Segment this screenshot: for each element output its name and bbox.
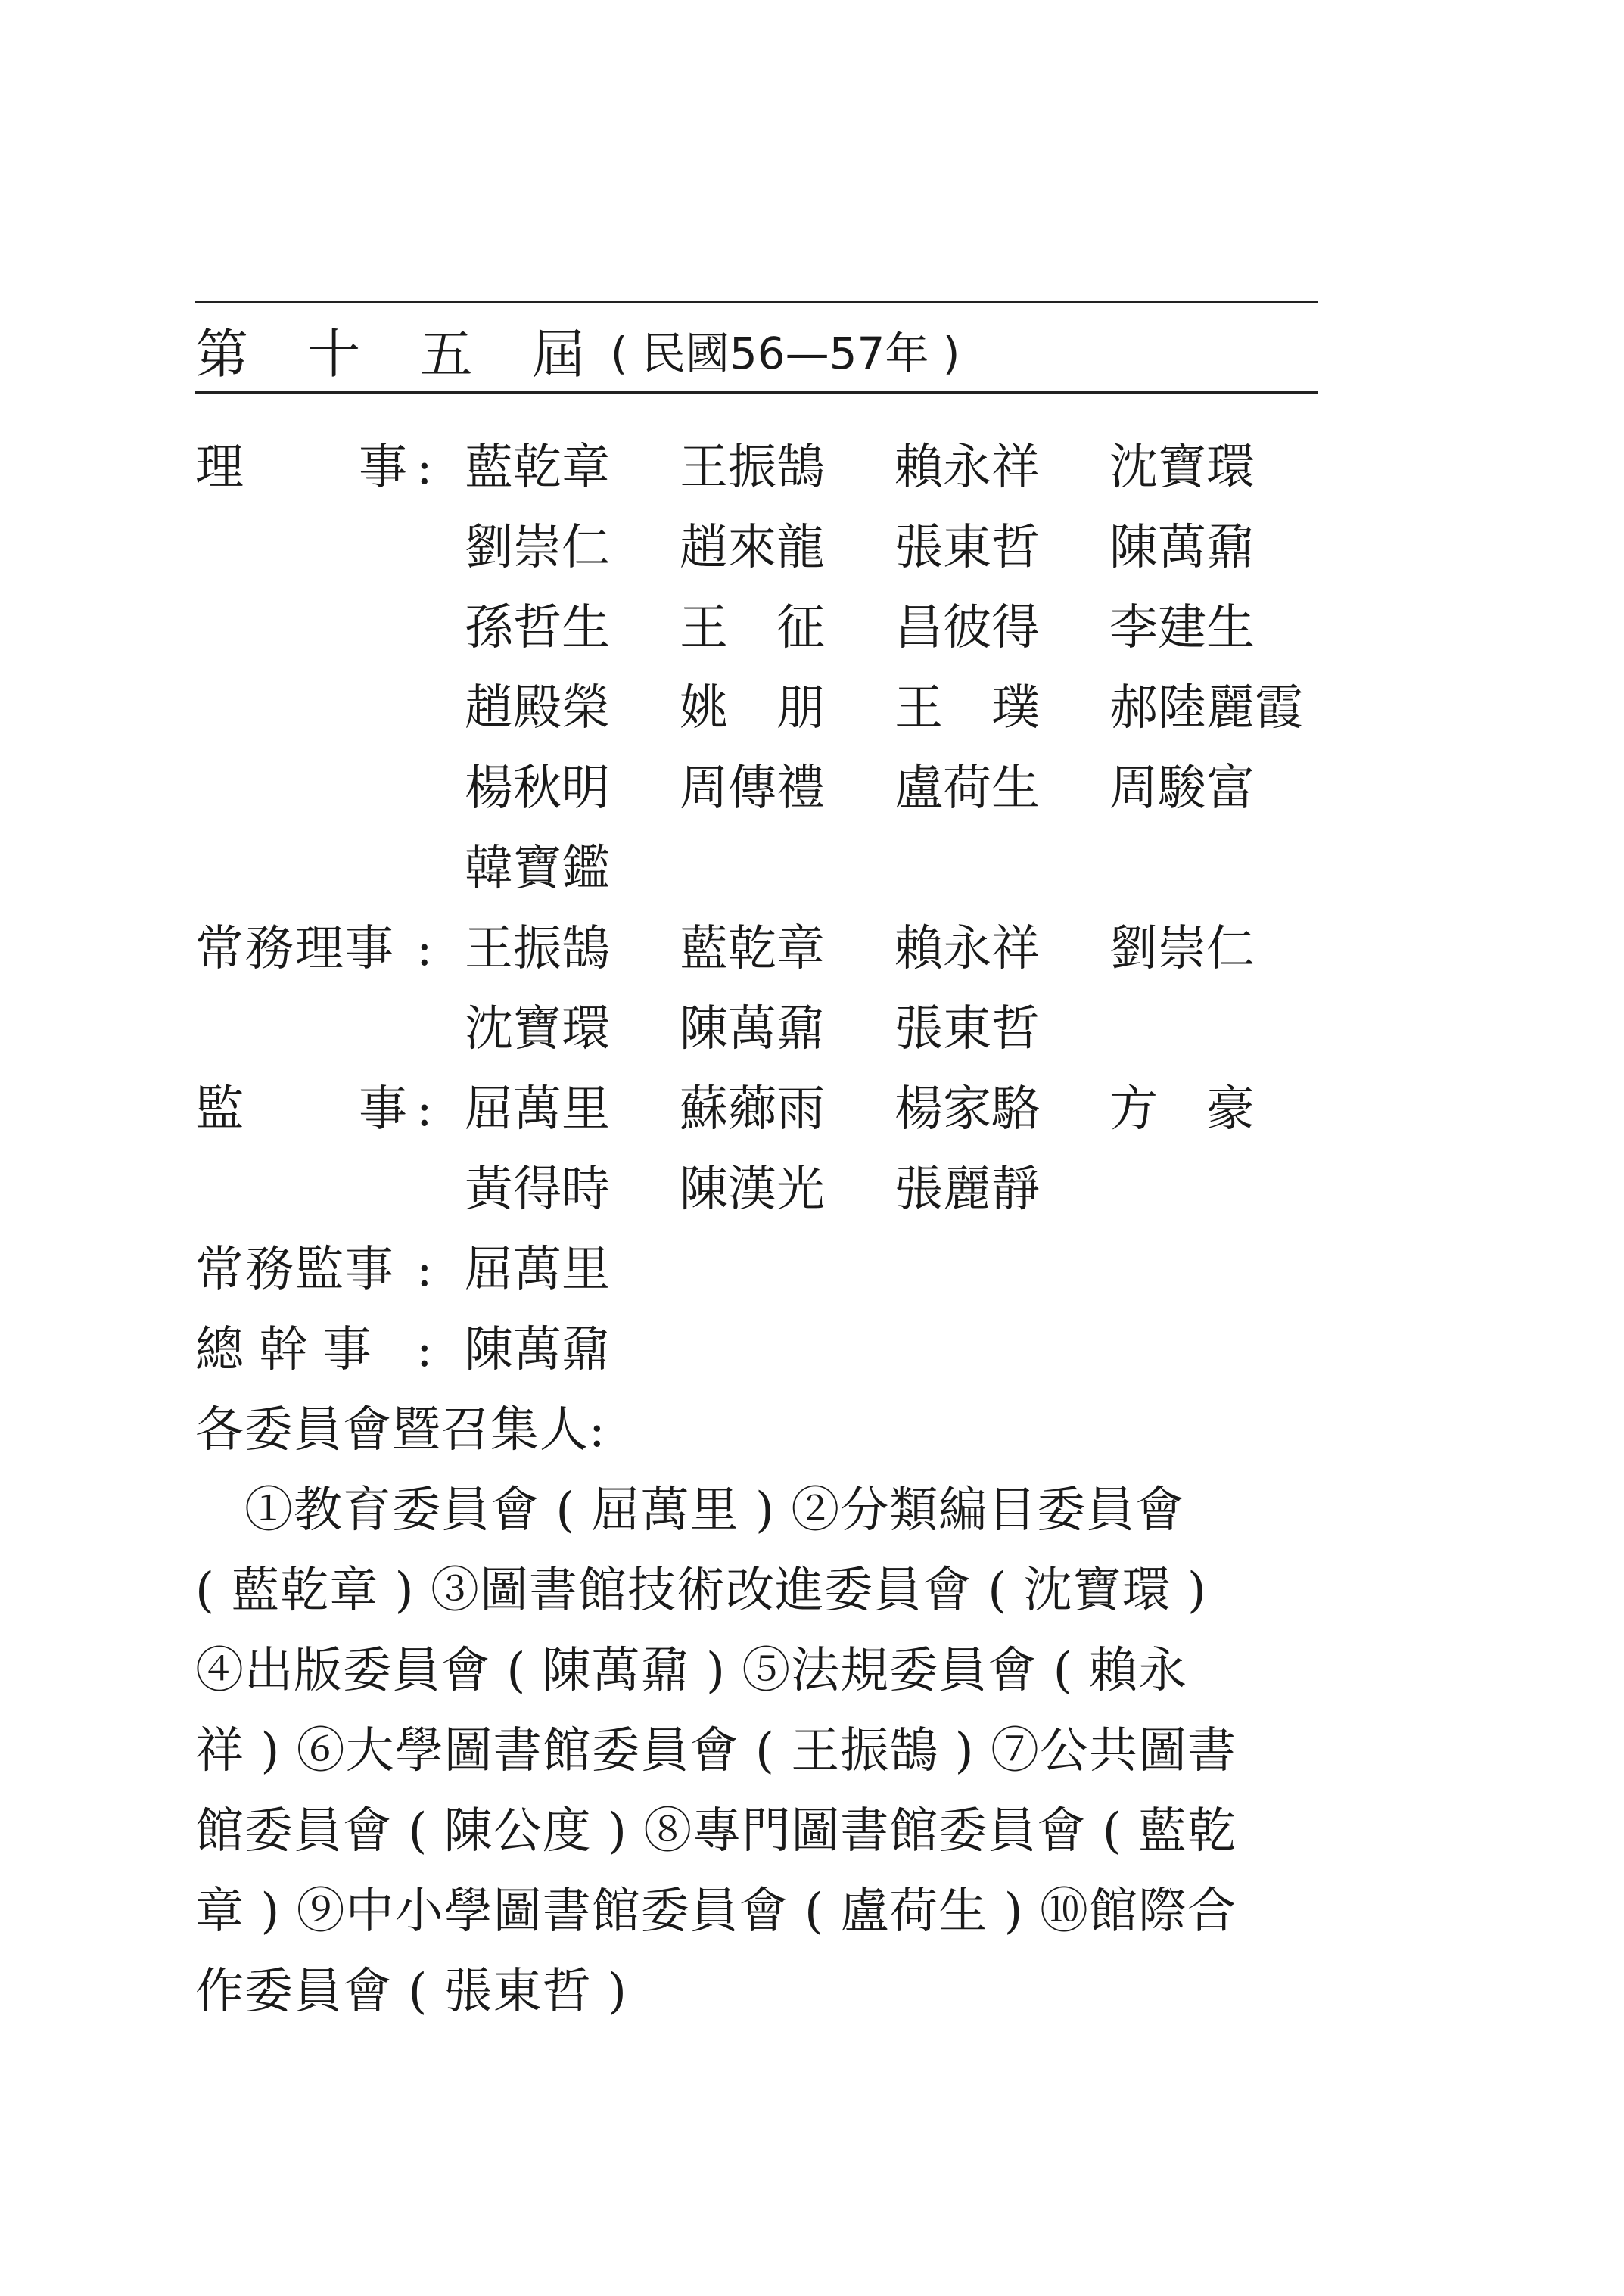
supervisor-name: 黃得時 — [465, 1162, 610, 1218]
standing-director-name: 陳萬鼐 — [680, 1001, 825, 1057]
document-page: 第 十 五 屆 ( 民國56—57年 ) 理 事 : 藍乾章 王振鵠 賴永祥 沈寶環 劉崇仁 趙來龍 張東哲 陳萬鼐 孫哲生 王 征 昌彼得 李建生 趙殿榮 姚 朋 王 璞 郝陸麗霞 楊秋明 周傳禮 盧荷生 周駿富 韓寶鑑 常務理事 : 王振鵠 藍乾章 賴永祥 劉崇仁 沈寶環 陳萬鼐 張東哲 監 事 : 屈萬里 蘇薌雨 楊家駱 方 豪 黃得時 陳漢光 張麗靜 常務監事 : 屈萬里 總 幹 事 : 陳萬鼐 各委員會暨召集人: ①教育委員會 ( 屈萬里 ) ②分類編目委員會 ( 藍乾章 ) ③圖書館技術改進委員會 ( 沈寶環 ) ④出版委員會 ( 陳萬鼐 ) ⑤法規委員會 ( 賴永 祥 ) ⑥大學圖書館委員會 ( 王振鵠 ) ⑦公共圖書 館委員會 ( 陳公度 ) ⑧專門圖書館委員會 ( 藍乾 章 ) ⑨中小學圖書館委員會 ( 盧荷生 ) ⑩館際合 作委員會 ( 張東哲 ) — [0, 0, 1624, 2296]
standing-supervisor-label: 常務監事 — [195, 1242, 395, 1298]
director-name: 陳萬鼐 — [1109, 520, 1255, 576]
page-title — [195, 312, 960, 387]
committees-section — [195, 1390, 1318, 2032]
director-name: 張東哲 — [894, 520, 1040, 576]
supervisor-name: 陳漢光 — [680, 1162, 825, 1218]
director-name: 劉崇仁 — [465, 520, 610, 576]
supervisor-name: 楊家駱 — [894, 1081, 1040, 1137]
standing-director-name: 賴永祥 — [894, 921, 1040, 977]
director-name: 藍乾章 — [465, 440, 610, 496]
bottom-rule — [195, 391, 1318, 394]
standing-director-name: 王振鵠 — [465, 921, 610, 977]
director-name: 李建生 — [1109, 600, 1255, 656]
standing-supervisor-name: 屈萬里 — [465, 1242, 610, 1298]
secretary-general-name: 陳萬鼐 — [465, 1322, 610, 1378]
director-name: 周傳禮 — [680, 761, 825, 817]
committees-line: 祥 ) ⑥大學圖書館委員會 ( 王振鵠 ) ⑦公共圖書 — [195, 1723, 1237, 1779]
committees-line: ④出版委員會 ( 陳萬鼐 ) ⑤法規委員會 ( 賴永 — [195, 1643, 1187, 1699]
standing-director-name: 藍乾章 — [680, 921, 825, 977]
director-name: 孫哲生 — [465, 600, 610, 656]
director-name: 王振鵠 — [680, 440, 825, 496]
director-name: 王 征 — [680, 600, 825, 656]
supervisor-name: 屈萬里 — [465, 1081, 610, 1137]
supervisor-name: 張麗靜 — [894, 1162, 1040, 1218]
director-name: 賴永祥 — [894, 440, 1040, 496]
standing-director-name: 沈寶環 — [465, 1001, 610, 1057]
term-years: ( 民國56—57年 ) — [610, 328, 960, 379]
committees-label: 各委員會暨召集人: — [195, 1402, 606, 1458]
supervisor-name: 蘇薌雨 — [680, 1081, 825, 1137]
term-title: 第 十 五 屆 — [195, 322, 606, 385]
committees-line: 章 ) ⑨中小學圖書館委員會 ( 盧荷生 ) ⑩館際合 — [195, 1884, 1237, 1940]
standing-directors-label: 常務理事 — [195, 921, 395, 977]
director-name: 王 璞 — [894, 680, 1040, 736]
committees-line: ( 藍乾章 ) ③圖書館技術改進委員會 ( 沈寶環 ) — [195, 1563, 1207, 1619]
director-name: 盧荷生 — [894, 761, 1040, 817]
director-name: 昌彼得 — [894, 600, 1040, 656]
director-name: 郝陸麗霞 — [1109, 680, 1303, 736]
top-rule — [195, 301, 1318, 303]
director-name: 沈寶環 — [1109, 440, 1255, 496]
standing-director-name: 張東哲 — [894, 1001, 1040, 1057]
committees-line: 館委員會 ( 陳公度 ) ⑧專門圖書館委員會 ( 藍乾 — [195, 1803, 1237, 1859]
supervisors-label: 監 事 — [195, 1081, 407, 1137]
director-name: 楊秋明 — [465, 761, 610, 817]
director-name: 姚 朋 — [680, 680, 825, 736]
committees-line: 作委員會 ( 張東哲 ) — [195, 1964, 627, 2020]
standing-director-name: 劉崇仁 — [1109, 921, 1255, 977]
director-name: 趙殿榮 — [465, 680, 610, 736]
director-name: 趙來龍 — [680, 520, 825, 576]
committees-line: ①教育委員會 ( 屈萬里 ) ②分類編目委員會 — [195, 1482, 1185, 1538]
supervisor-name: 方 豪 — [1109, 1081, 1255, 1137]
director-name: 韓寶鑑 — [465, 841, 610, 897]
directors-label: 理 事 — [195, 440, 407, 496]
secretary-general-label: 總 幹 事 — [195, 1322, 372, 1378]
director-name: 周駿富 — [1109, 761, 1255, 817]
